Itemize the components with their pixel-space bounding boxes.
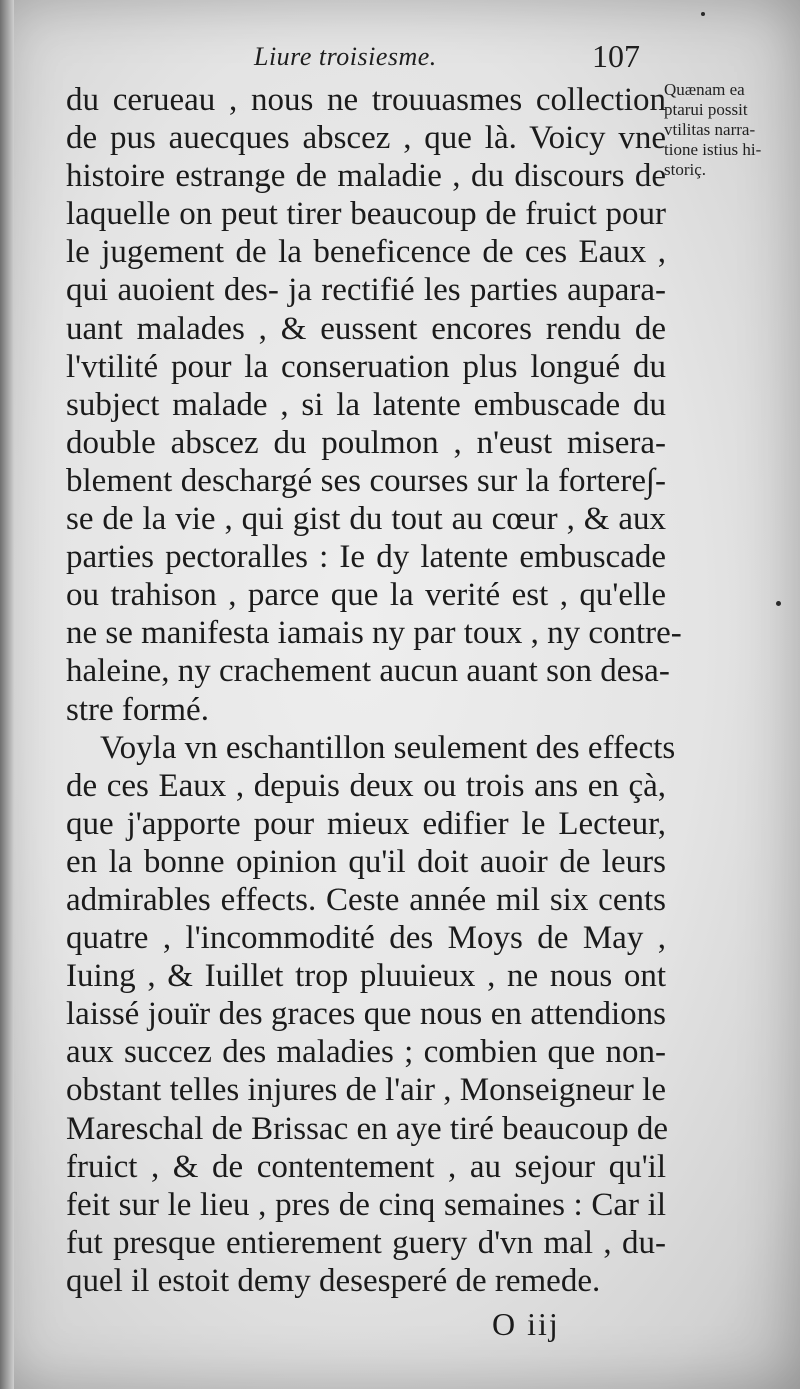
text-line: laquelle on peut tirer beaucoup de fruict pour [66, 196, 666, 233]
marginal-note-line: storiç. [664, 160, 707, 179]
text-line: admirables effects. Ceste année mil six cents [66, 881, 666, 918]
marginal-note-line: ptarui possit [664, 100, 748, 119]
text-line: l'vtilité pour la conseruation plus longué du [66, 348, 666, 385]
text-line: se de la vie , qui gist du tout au cœur , & aux [66, 501, 666, 538]
ink-speck [701, 12, 705, 16]
ink-speck [776, 601, 781, 606]
text-line: quatre , l'incommodité des Moys de May , [66, 920, 666, 957]
text-line: uant malades , & eussent encores rendu de [66, 310, 666, 347]
text-line: ou trahison , parce que la verité est , qu'elle [66, 577, 666, 614]
text-line: aux succez des maladies ; combien que non- [66, 1034, 666, 1071]
text-line: Voyla vn eschantillon seulement des effects [100, 729, 676, 766]
text-line: laissé jouïr des graces que nous en attendions [66, 996, 666, 1033]
text-line: du cerueau , nous ne trouuasmes collection [66, 82, 666, 118]
page-gutter-shadow [0, 0, 14, 1389]
text-line: de pus auecques abscez , que là. Voicy vne [66, 120, 666, 157]
body-text [66, 81, 682, 1300]
text-line: qui auoient des- ja rectifié les parties aupara- [66, 272, 666, 309]
text-line: Iuing , & Iuillet trop pluuieux , ne nous ont [66, 958, 666, 995]
text-line: Mareschal de Brissac en aye tiré beaucoup de [66, 1110, 668, 1147]
text-line: fruict , & de contentement , au sejour qu'il [66, 1148, 666, 1185]
text-line: obstant telles injures de l'air , Monseigneur le [66, 1072, 666, 1109]
text-line: feit sur le lieu , pres de cinq semaines : Car il [66, 1186, 666, 1223]
text-line: ne se manifesta iamais ny par toux , ny contre- [66, 615, 682, 652]
text-line: de ces Eaux , depuis deux ou trois ans en çà, [66, 767, 666, 804]
marginal-note [664, 80, 800, 180]
text-line: double abscez du poulmon , n'eust misera- [66, 424, 666, 461]
text-line: le jugement de la beneficence de ces Eaux , [66, 234, 666, 271]
signature-mark: O iij [492, 1306, 560, 1342]
text-line: en la bonne opinion qu'il doit auoir de leurs [66, 843, 666, 880]
page-number: 107 [592, 38, 640, 74]
text-line: haleine, ny crachement aucun auant son desa- [66, 653, 670, 690]
running-title: Liure troisiesme. [254, 42, 437, 71]
marginal-note-line: vtilitas narra- [664, 120, 756, 139]
text-line: blement deschargé ses courses sur la fortere∫- [66, 462, 666, 499]
text-line: subject malade , si la latente embuscade du [66, 386, 666, 423]
marginal-note-line: Quænam ea [664, 80, 745, 99]
text-line: quel il estoit demy desesperé de remede. [66, 1262, 601, 1299]
text-line: histoire estrange de maladie , du discours de [66, 158, 666, 195]
text-line: stre formé. [66, 691, 209, 728]
text-line: parties pectoralles : Ie dy latente embuscade [66, 539, 666, 576]
marginal-note-line: tione istius hi- [664, 140, 762, 159]
text-line: que j'apporte pour mieux edifier le Lecteur, [66, 805, 666, 842]
text-line: fut presque entierement guery d'vn mal , du- [66, 1224, 666, 1261]
